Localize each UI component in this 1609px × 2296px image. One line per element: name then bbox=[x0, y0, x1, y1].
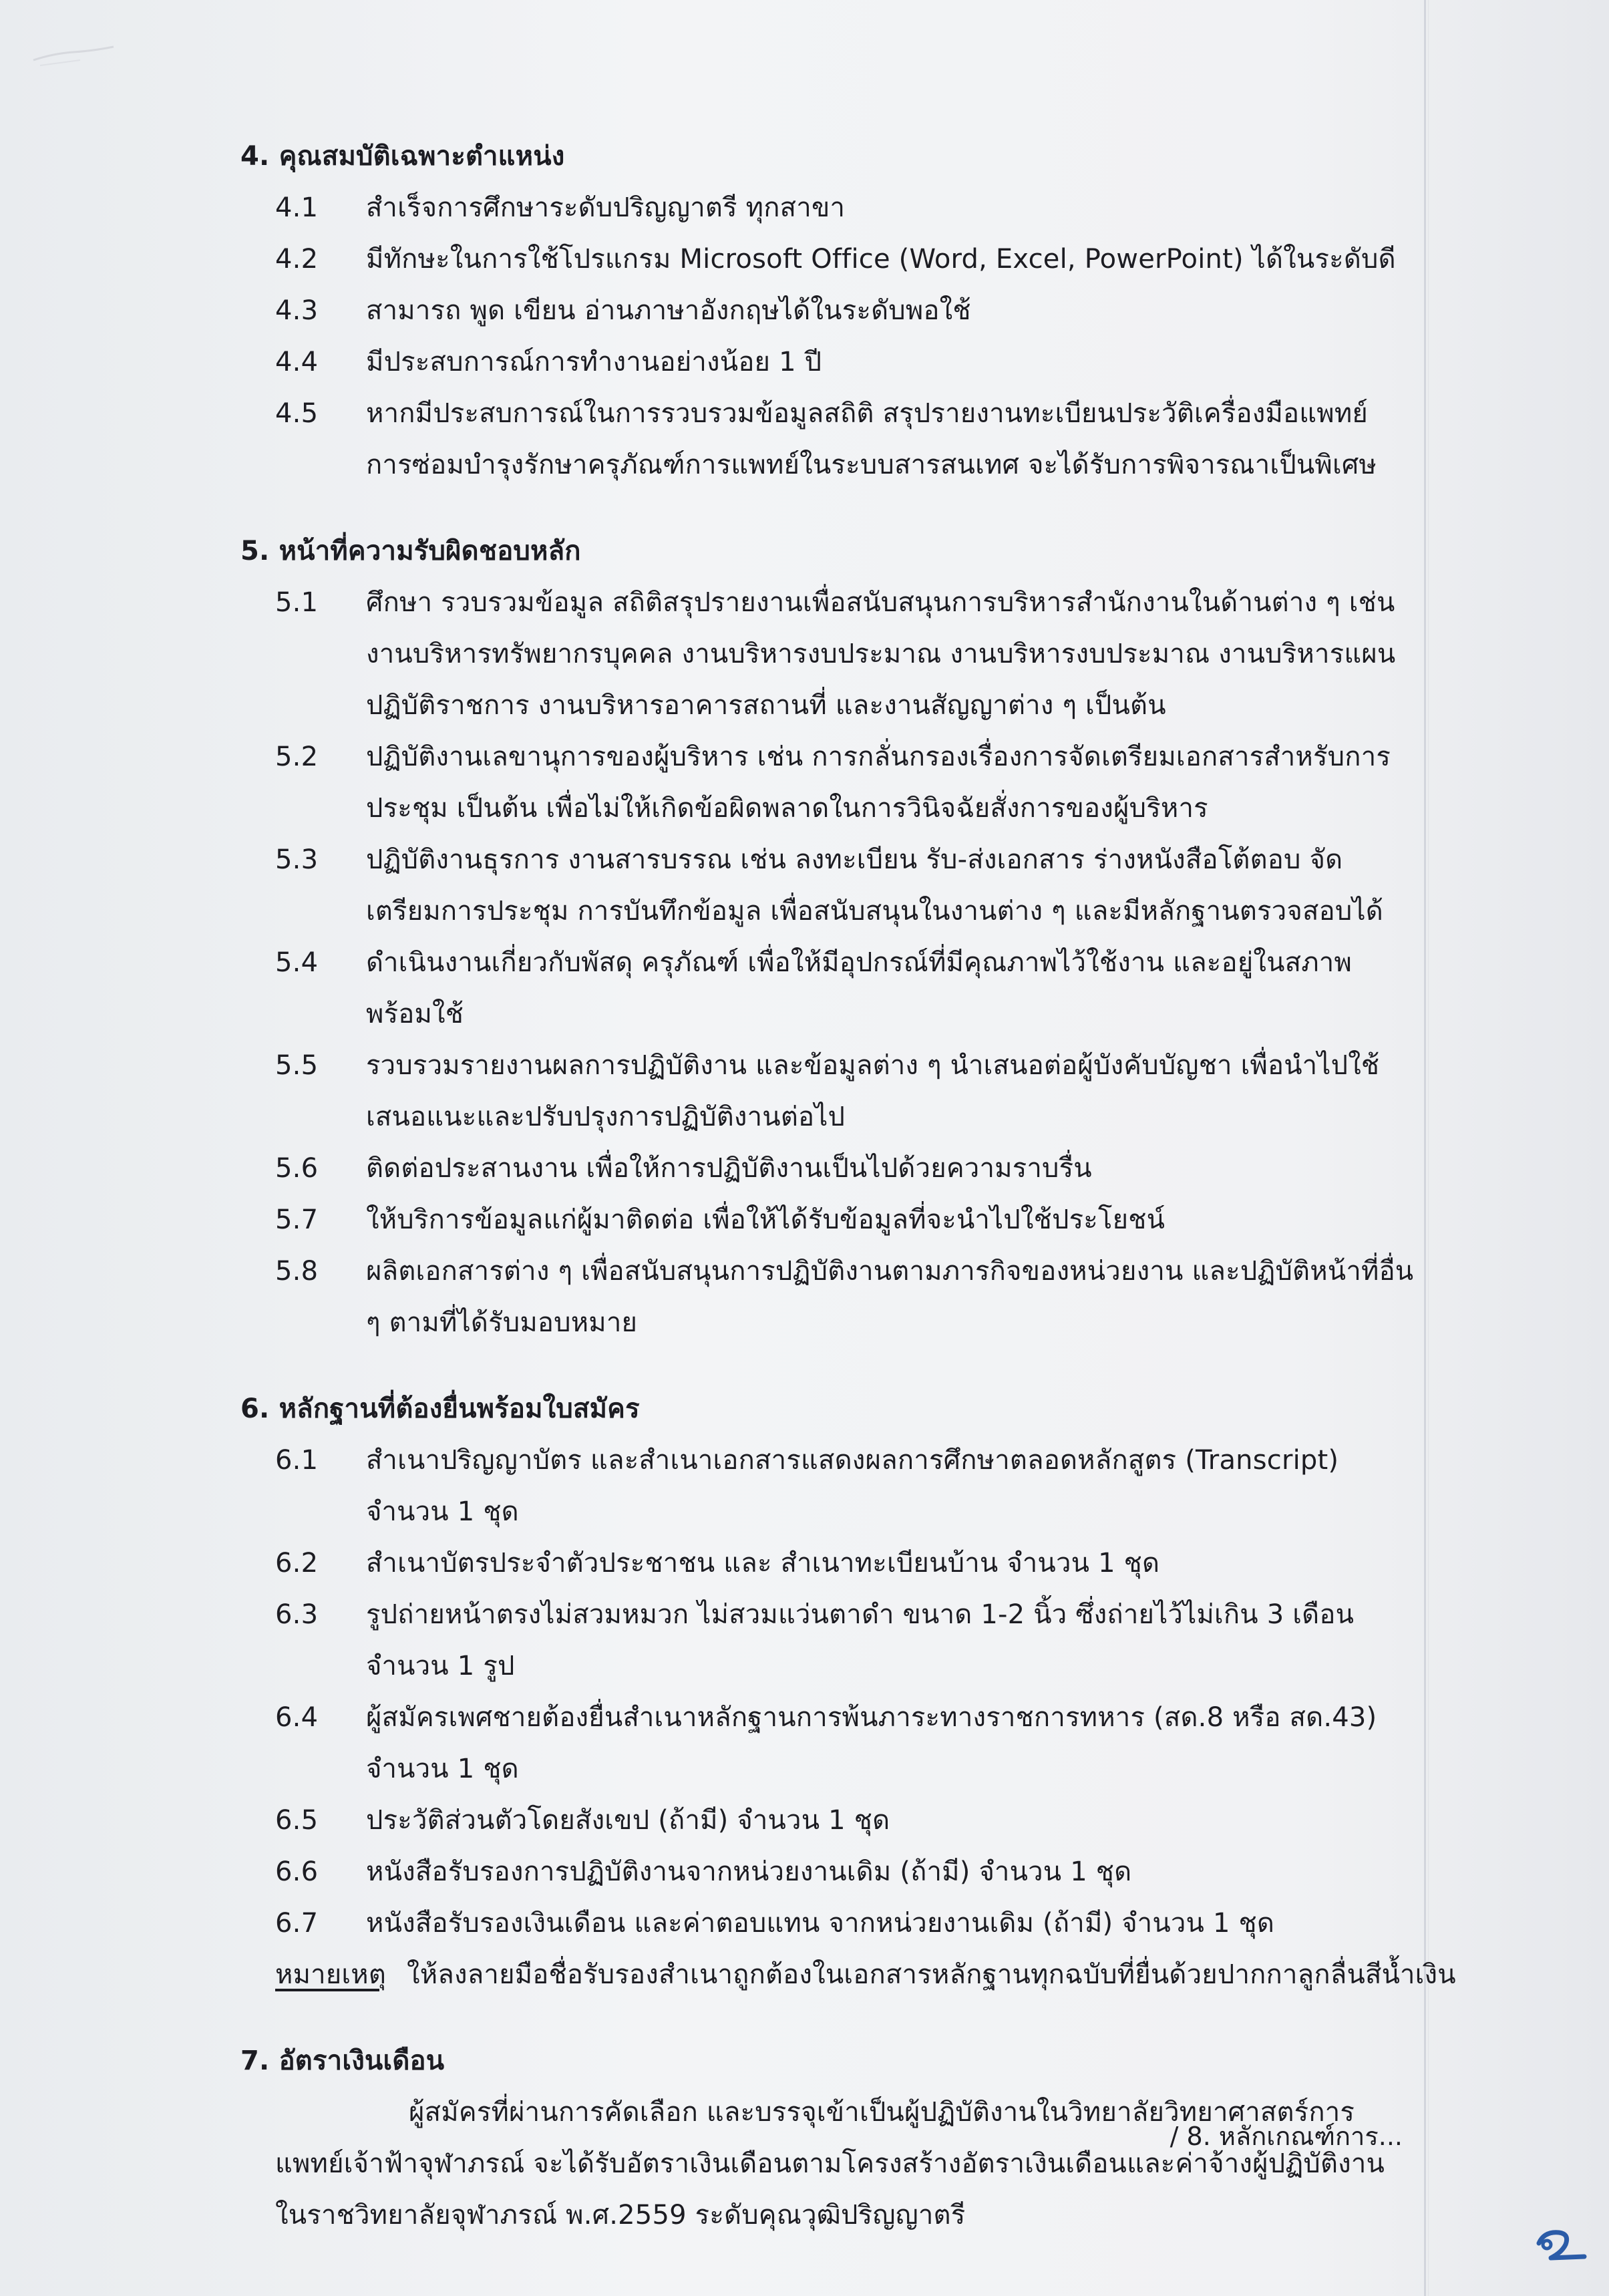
item-number: 4.5 bbox=[275, 398, 319, 429]
section-qualifications bbox=[240, 131, 1416, 491]
section-heading bbox=[240, 2035, 1416, 2087]
section-number: 7. bbox=[240, 2045, 270, 2076]
item-text: สำเร็จการศึกษาระดับปริญญาตรี ทุกสาขา bbox=[366, 192, 846, 223]
list-item bbox=[275, 937, 1416, 1040]
item-number: 6.2 bbox=[275, 1548, 319, 1579]
list-item bbox=[275, 1246, 1416, 1349]
item-number: 4.3 bbox=[275, 295, 319, 326]
item-text: สำเนาปริญญาบัตร และสำเนาเอกสารแสดงผลการศึกษาตลอดหลักสูตร (Transcript) จำนวน 1 ชุด bbox=[366, 1445, 1339, 1527]
item-text: ปฏิบัติงานเลขานุการของผู้บริหาร เช่น การกลั่นกรองเรื่องการจัดเตรียมเอกสารสำหรับการประชุม เป็นต้น เพื่อไม่ให้เกิดข้อผิดพลาดในการวินิจฉัยสั่งการของผู้บริหาร bbox=[366, 742, 1391, 824]
item-text: ผลิตเอกสารต่าง ๆ เพื่อสนับสนุนการปฏิบัติงานตามภารกิจของหน่วยงาน และปฏิบัติหน้าที่อื่น ๆ ตามที่ได้รับมอบหมาย bbox=[366, 1256, 1414, 1338]
item-number: 6.5 bbox=[275, 1805, 319, 1836]
item-text: สามารถ พูด เขียน อ่านภาษาอังกฤษได้ในระดับพอใช้ bbox=[366, 295, 971, 326]
list-item bbox=[275, 1846, 1416, 1898]
page-continuation: / 8. หลักเกณฑ์การ... bbox=[1170, 2122, 1403, 2151]
list-item bbox=[275, 337, 1416, 388]
list-item bbox=[275, 731, 1416, 834]
item-number: 5.5 bbox=[275, 1050, 319, 1081]
item-number: 4.4 bbox=[275, 347, 319, 377]
list-item bbox=[275, 1194, 1416, 1246]
item-text: หนังสือรับรองเงินเดือน และค่าตอบแทน จากหน่วยงานเดิม (ถ้ามี) จำนวน 1 ชุด bbox=[366, 1908, 1275, 1939]
section-number: 6. bbox=[240, 1393, 270, 1424]
list-item bbox=[275, 834, 1416, 937]
item-number: 4.1 bbox=[275, 192, 319, 223]
item-text: มีทักษะในการใช้โปรแกรม Microsoft Office (Word, Excel, PowerPoint) ได้ในระดับดี bbox=[366, 244, 1396, 275]
salary-paragraph: ผู้สมัครที่ผ่านการคัดเลือก และบรรจุเข้าเป็นผู้ปฏิบัติงานในวิทยาลัยวิทยาศาสตร์การแพทย์เจ้าฟ้าจุฬาภรณ์ จะได้รับอัตราเงินเดือนตามโครงสร้างอัตราเงินเดือนและค่าจ้างผู้ปฏิบัติงานในราชวิทยาลัยจุฬาภรณ์ พ.ศ.2559 ระดับคุณวุฒิปริญญาตรี bbox=[275, 2097, 1385, 2231]
item-number: 5.4 bbox=[275, 947, 319, 978]
list-item bbox=[275, 1040, 1416, 1143]
item-text: ประวัติส่วนตัวโดยสังเขป (ถ้ามี) จำนวน 1 ชุด bbox=[366, 1805, 890, 1836]
item-text: ศึกษา รวบรวมข้อมูล สถิติสรุปรายงานเพื่อสนับสนุนการบริหารสำนักงานในด้านต่าง ๆ เช่น งานบริหารทรัพยากรบุคคล งานบริหารงบประมาณ งานบริหารงบประมาณ งานบริหารแผนปฏิบัติราชการ งานบริหารอาคารสถานที่ และงานสัญญาต่าง ๆ เป็นต้น bbox=[366, 587, 1396, 721]
section-title: หลักฐานที่ต้องยื่นพร้อมใบสมัคร bbox=[279, 1393, 640, 1424]
item-text: รูปถ่ายหน้าตรงไม่สวมหมวก ไม่สวมแว่นตาดำ ขนาด 1-2 นิ้ว ซึ่งถ่ายไว้ไม่เกิน 3 เดือน จำนวน 1 รูป bbox=[366, 1599, 1355, 1681]
scan-smudge-mark bbox=[27, 33, 120, 73]
item-number: 4.2 bbox=[275, 244, 319, 275]
list-item bbox=[275, 1692, 1416, 1795]
item-text: ปฏิบัติงานธุรการ งานสารบรรณ เช่น ลงทะเบียน รับ-ส่งเอกสาร ร่างหนังสือโต้ตอบ จัดเตรียมการประชุม การบันทึกข้อมูล เพื่อสนับสนุนในงานต่าง ๆ และมีหลักฐานตรวจสอบได้ bbox=[366, 844, 1383, 927]
item-text: ให้บริการข้อมูลแก่ผู้มาติดต่อ เพื่อให้ได้รับข้อมูลที่จะนำไปใช้ประโยชน์ bbox=[366, 1204, 1166, 1235]
scan-edge-line bbox=[1424, 0, 1426, 2296]
section-responsibilities bbox=[240, 526, 1416, 1349]
section-number: 5. bbox=[240, 536, 270, 566]
list-item bbox=[275, 285, 1416, 337]
item-text: ดำเนินงานเกี่ยวกับพัสดุ ครุภัณฑ์ เพื่อให้มีอุปกรณ์ที่มีคุณภาพไว้ใช้งาน และอยู่ในสภาพพร้อมใช้ bbox=[366, 947, 1353, 1029]
list-item bbox=[275, 1538, 1416, 1589]
item-text: มีประสบการณ์การทำงานอย่างน้อย 1 ปี bbox=[366, 347, 822, 377]
note bbox=[275, 1949, 1456, 2001]
item-text: รวบรวมรายงานผลการปฏิบัติงาน และข้อมูลต่าง ๆ นำเสนอต่อผู้บังคับบัญชา เพื่อนำไปใช้เสนอแนะและปรับปรุงการปฏิบัติงานต่อไป bbox=[366, 1050, 1380, 1132]
item-number: 6.3 bbox=[275, 1599, 319, 1630]
list-item bbox=[275, 1898, 1416, 1949]
document-body bbox=[240, 131, 1456, 2241]
handwritten-page-number bbox=[1531, 2225, 1598, 2271]
item-text: ติดต่อประสานงาน เพื่อให้การปฏิบัติงานเป็นไปด้วยความราบรื่น bbox=[366, 1153, 1092, 1184]
section-number: 4. bbox=[240, 141, 270, 172]
section-heading bbox=[240, 131, 1416, 182]
item-text: หากมีประสบการณ์ในการรวบรวมข้อมูลสถิติ สรุปรายงานทะเบียนประวัติเครื่องมือแพทย์ การซ่อมบำรุงรักษาครุภัณฑ์การแพทย์ในระบบสารสนเทศ จะได้รับการพิจารณาเป็นพิเศษ bbox=[366, 398, 1377, 480]
section-heading bbox=[240, 526, 1416, 577]
item-number: 5.1 bbox=[275, 587, 319, 618]
item-number: 5.3 bbox=[275, 844, 319, 875]
list-item bbox=[275, 1435, 1416, 1538]
section-title: อัตราเงินเดือน bbox=[279, 2045, 445, 2076]
item-number: 5.8 bbox=[275, 1256, 319, 1287]
list-item bbox=[275, 388, 1416, 491]
list-item bbox=[275, 1589, 1416, 1692]
section-required-documents bbox=[240, 1383, 1456, 2001]
item-number: 6.4 bbox=[275, 1702, 319, 1733]
list-item bbox=[275, 577, 1416, 731]
item-number: 5.7 bbox=[275, 1204, 319, 1235]
list-item bbox=[275, 1143, 1416, 1194]
list-item bbox=[275, 1795, 1416, 1846]
item-number: 6.6 bbox=[275, 1856, 319, 1887]
item-text: สำเนาบัตรประจำตัวประชาชน และ สำเนาทะเบียนบ้าน จำนวน 1 ชุด bbox=[366, 1548, 1160, 1579]
item-text: หนังสือรับรองการปฏิบัติงานจากหน่วยงานเดิม (ถ้ามี) จำนวน 1 ชุด bbox=[366, 1856, 1132, 1887]
item-number: 5.6 bbox=[275, 1153, 319, 1184]
scan-edge-line-secondary bbox=[1428, 0, 1429, 2296]
list-item bbox=[275, 182, 1416, 234]
note-label: หมายเหตุ bbox=[275, 1959, 387, 1990]
list-item bbox=[275, 234, 1416, 285]
section-title: หน้าที่ความรับผิดชอบหลัก bbox=[279, 536, 581, 566]
note-text: ให้ลงลายมือชื่อรับรองสำเนาถูกต้องในเอกสารหลักฐานทุกฉบับที่ยื่นด้วยปากกาลูกลื่นสีน้ำเงิน bbox=[406, 1959, 1456, 1990]
item-text: ผู้สมัครเพศชายต้องยื่นสำเนาหลักฐานการพ้นภาระทางราชการทหาร (สด.8 หรือ สด.43) จำนวน 1 ชุด bbox=[366, 1702, 1377, 1784]
section-heading bbox=[240, 1383, 1416, 1435]
section-title: คุณสมบัติเฉพาะตำแหน่ง bbox=[279, 141, 565, 172]
item-number: 6.1 bbox=[275, 1445, 319, 1476]
item-number: 6.7 bbox=[275, 1908, 319, 1939]
item-number: 5.2 bbox=[275, 742, 319, 772]
